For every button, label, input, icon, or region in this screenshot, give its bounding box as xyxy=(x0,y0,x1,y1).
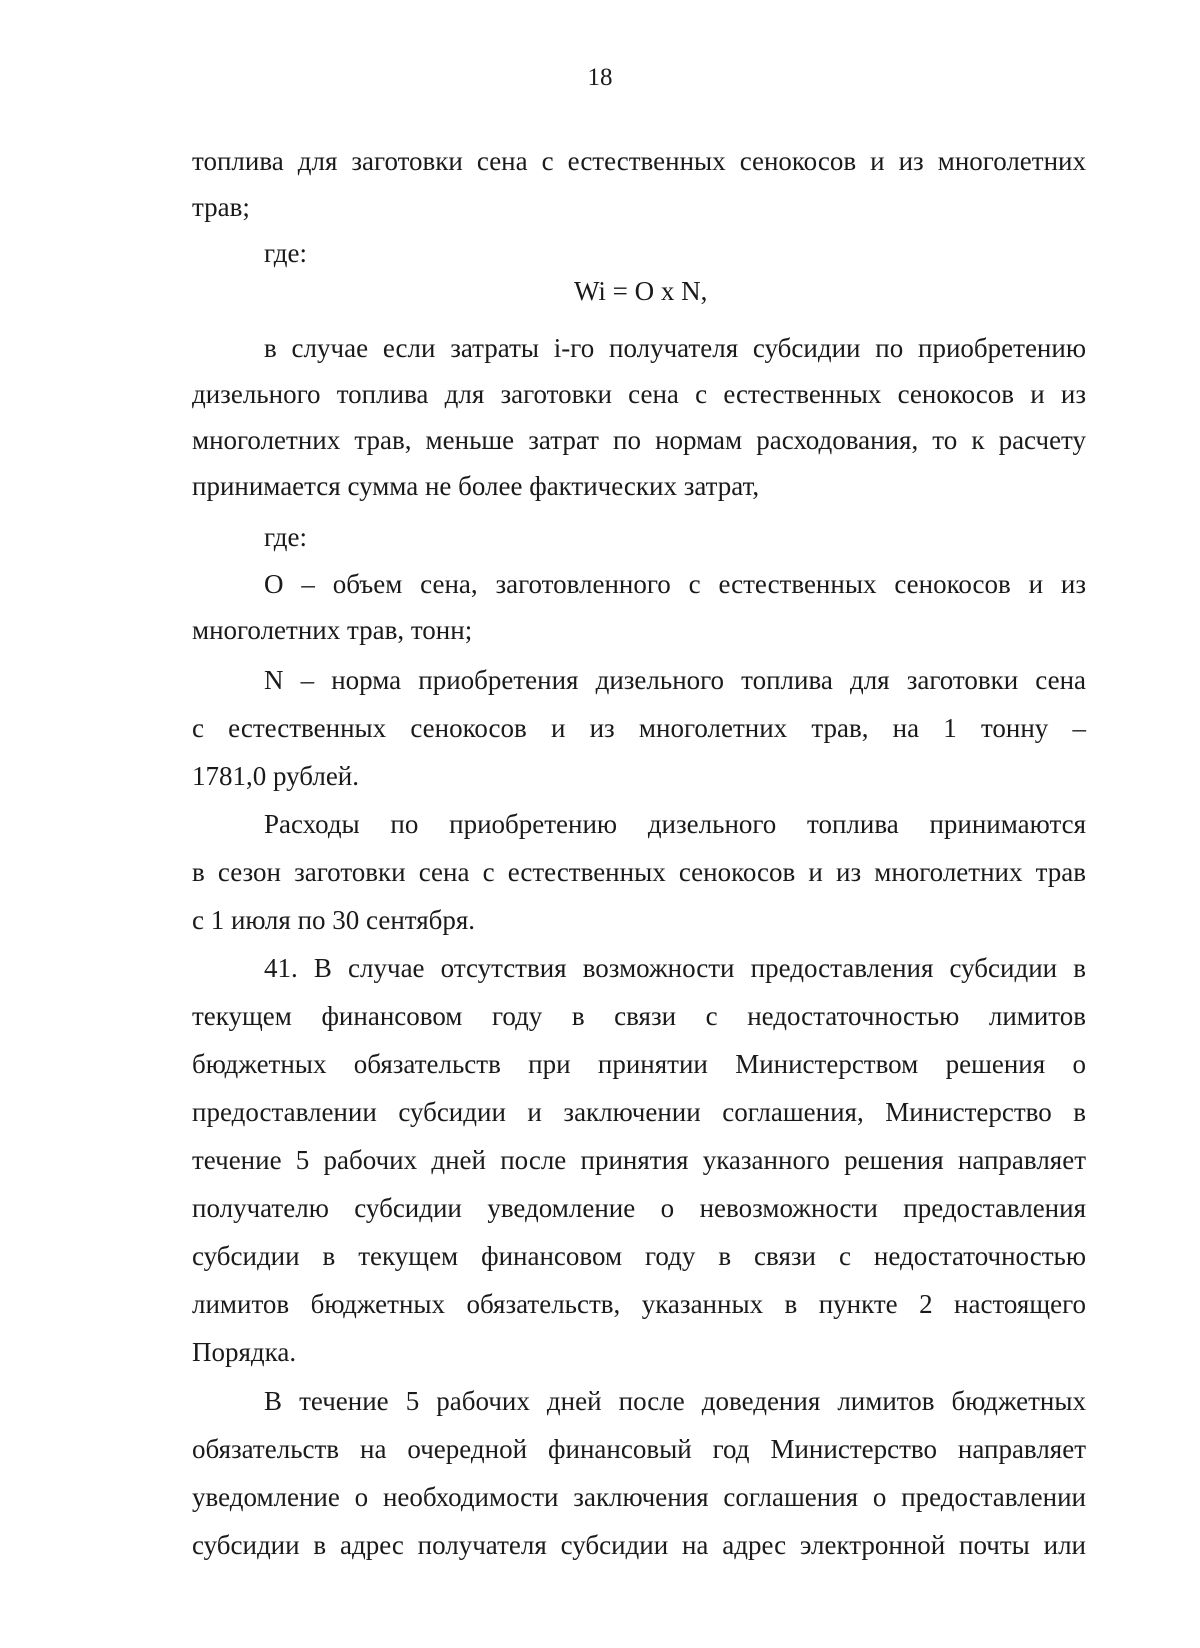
text-line: многолетних трав, тонн; xyxy=(192,615,473,645)
text-line: 1781,0 рублей. xyxy=(192,761,360,791)
text-line: субсидии в адрес получателя субсидии на адрес электронной почты или xyxy=(192,1530,1086,1560)
text-line: получателю субсидии уведомление о невозможности предоставления xyxy=(192,1193,1086,1223)
text-line: дизельного топлива для заготовки сена с естественных сенокосов и из xyxy=(192,379,1086,409)
text-line: трав; xyxy=(192,192,250,222)
text-line: предоставлении субсидии и заключении соглашения, Министерство в xyxy=(192,1097,1086,1127)
text-line: 41. В случае отсутствия возможности предоставления субсидии в xyxy=(264,953,1086,983)
text-line: с 1 июля по 30 сентября. xyxy=(192,905,476,935)
text-line: в сезон заготовки сена с естественных сенокосов и из многолетних трав xyxy=(192,857,1086,887)
text-line: где: xyxy=(264,238,307,268)
text-line: субсидии в текущем финансовом году в связи с недостаточностью xyxy=(192,1241,1086,1271)
text-line: принимается сумма не более фактических затрат, xyxy=(192,471,760,501)
text-line: N – норма приобретения дизельного топлива для заготовки сена xyxy=(264,665,1086,695)
text-line: уведомление о необходимости заключения соглашения о предоставлении xyxy=(192,1482,1086,1512)
text-line: В течение 5 рабочих дней после доведения лимитов бюджетных xyxy=(264,1386,1086,1416)
text-line: с естественных сенокосов и из многолетних трав, на 1 тонну – xyxy=(192,713,1086,743)
text-line: где: xyxy=(264,522,307,552)
text-line: топлива для заготовки сена с естественных сенокосов и из многолетних xyxy=(192,146,1086,176)
text-line: обязательств на очередной финансовый год Министерство направляет xyxy=(192,1434,1086,1464)
formula: Wi = O x N, xyxy=(574,276,708,306)
text-line: текущем финансовом году в связи с недостаточностью лимитов xyxy=(192,1001,1086,1031)
page-number: 18 xyxy=(587,64,613,91)
text-line: Порядка. xyxy=(192,1337,297,1367)
text-line: Расходы по приобретению дизельного топлива принимаются xyxy=(264,809,1086,839)
text-line: многолетних трав, меньше затрат по нормам расходования, то к расчету xyxy=(192,425,1086,455)
text-line: лимитов бюджетных обязательств, указанных в пункте 2 настоящего xyxy=(192,1289,1086,1319)
text-line: бюджетных обязательств при принятии Министерством решения о xyxy=(192,1049,1086,1079)
text-line: О – объем сена, заготовленного с естественных сенокосов и из xyxy=(264,569,1086,599)
text-line: в случае если затраты i-го получателя субсидии по приобретению xyxy=(264,333,1086,363)
text-line: течение 5 рабочих дней после принятия указанного решения направляет xyxy=(192,1145,1086,1175)
